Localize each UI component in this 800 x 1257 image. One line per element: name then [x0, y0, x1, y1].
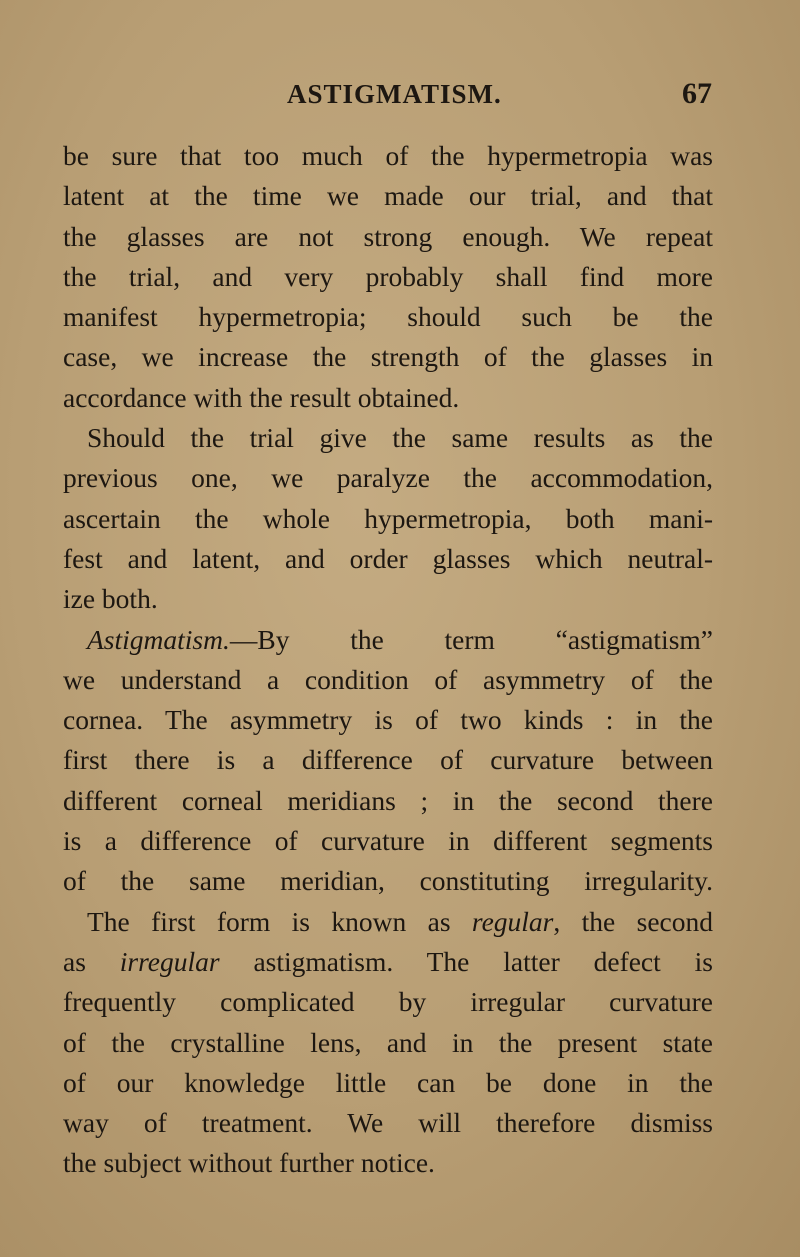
text-line [63, 902, 713, 942]
running-head-title: ASTIGMATISM. [287, 79, 502, 109]
text-line: latent at the time we made our trial, and that [63, 180, 713, 212]
text-line: the trial, and very probably shall find more [63, 260, 713, 292]
running-head [0, 74, 712, 114]
text-line: the glasses are not strong enough. We repeat [63, 220, 713, 252]
text-line: fest and latent, and order glasses which neutral- [63, 542, 713, 574]
text-line: cornea. The asymmetry is of two kinds : in the [63, 704, 713, 736]
text-line: is a difference of curvature in different segments [63, 825, 713, 857]
text-span: , the second [553, 905, 713, 937]
text-line: of our knowledge little can be done in the [63, 1066, 713, 1098]
section-heading: Astigmatism. [87, 623, 230, 655]
text-line: we understand a condition of asymmetry of the [63, 663, 713, 695]
page-number: 67 [682, 77, 712, 110]
text-line: accordance with the result obtained. [63, 381, 460, 413]
text-line [63, 942, 713, 982]
emphasis: irregular [119, 945, 220, 977]
text-line: be sure that too much of the hypermetropia was [63, 140, 713, 171]
text-line: first there is a difference of curvature between [63, 744, 713, 776]
text-line: the subject without further notice. [63, 1147, 435, 1179]
text-line: ascertain the whole hypermetropia, both mani- [63, 502, 713, 534]
text-line: case, we increase the strength of the glasses in [63, 341, 713, 373]
text-span: astigmatism. The latter defect is [219, 945, 713, 977]
text-line: of the crystalline lens, and in the present state [63, 1026, 713, 1058]
text-span: —By the term “astigmatism” [229, 623, 713, 655]
text-line: manifest hypermetropia; should such be the [63, 301, 713, 333]
text-line: Should the trial give the same results as the [87, 422, 713, 454]
text-line: different corneal meridians ; in the second there [63, 784, 713, 816]
section-heading-line [63, 620, 713, 660]
text-line: previous one, we paralyze the accommodation, [63, 462, 713, 494]
emphasis: regular [471, 905, 554, 937]
text-span: as [63, 945, 120, 977]
text-line: frequently complicated by irregular curvature [63, 986, 713, 1018]
text-line: of the same meridian, constituting irregularity. [63, 865, 713, 897]
body-text [63, 136, 713, 1184]
text-line: way of treatment. We will therefore dismiss [63, 1107, 713, 1139]
text-line: ize both. [63, 583, 158, 615]
text-span: The first form is known as [87, 905, 472, 937]
